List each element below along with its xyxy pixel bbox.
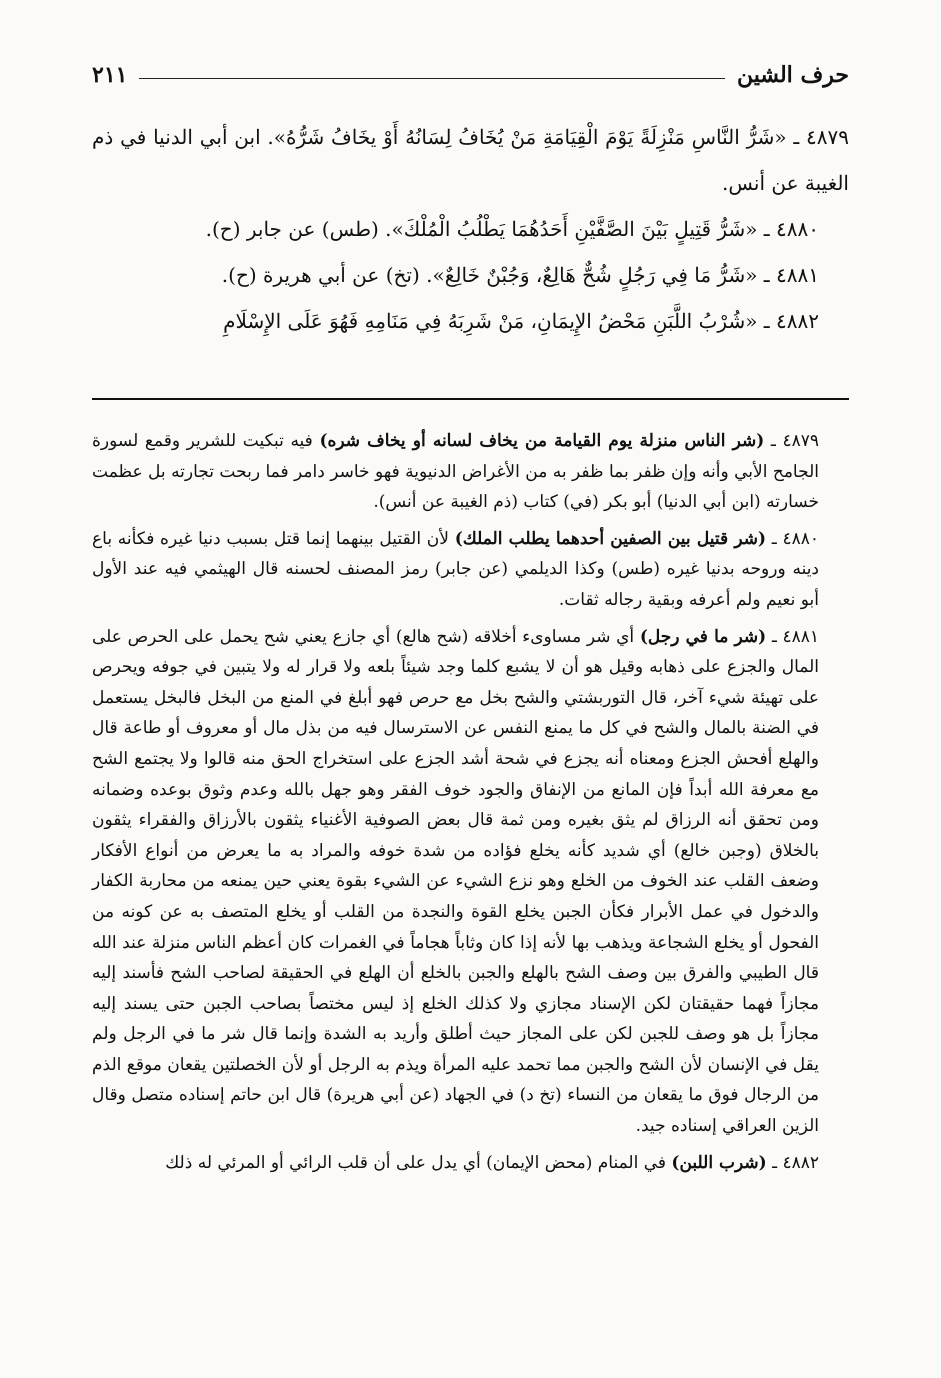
hadith-entry-4879: ٤٨٧٩ ـ «شَرُّ النَّاسِ مَنْزِلَةً يَوْمَ الْقِيَامَةِ مَنْ يُخَافُ لِسَانُهُ أَوْ يخَافُ شَرُّهُ». ابن أبي الدنيا في ذم الغيبة عن أنس. (92, 125, 849, 195)
entry-text: «شُرْبُ اللَّبَنِ مَحْضُ الإِيمَانِ، مَنْ شَرِبَهُ فِي مَنَامِهِ فَهُوَ عَلَى الإِسْلَامِ (223, 309, 758, 333)
note-text: في المنام (محض الإيمان) أي يدل على أن قلب الرائي أو المرئي له ذلك (165, 1152, 667, 1173)
entry-number: ٤٨٨٢ (776, 309, 819, 333)
note-text: فيه تبكيت للشرير وقمع لسورة الجامح الأبي وأنه وإن ظفر بما ظفر به من الأغراض الدنيوية فهو خاسر دامر فما ربحت تجارته بل عظمت خسارته (ابن أبي الدنيا) أبو بكر (في) كتاب (ذم الغيبة عن أنس). (92, 431, 819, 513)
page-header (92, 58, 849, 92)
note-quote: (شر قتيل بين الصفين أحدهما يطلب الملك) (454, 528, 767, 549)
entry-text: «شَرُّ مَا فِي رَجُلٍ شُحٌّ هَالِعٌ، وَجُبْنٌ خَالِعٌ». (تخ) عن أبي هريرة (ح). (221, 263, 758, 287)
note-quote: (شرب اللبن) (671, 1152, 767, 1173)
note-number: ٤٨٨٢ (782, 1152, 819, 1173)
note-text: أي شر مساوىء أخلاقه (شح هالع) أي جازع يعني شح يحمل على الحرص على المال والجزع على ذهابه وقيل هو أن لا يشبع كلما وجد شيئاً بلعه ولا قرار له ولا يتبين في جوفه ويحرص على تهيئة شيء آخر، قال التوربشتي والشح بخل مع حرص فهو أبلغ في المنع من البخل فالبخل يستعمل في الضنة بالمال والشح في كل ما يمنع النفس عن الاسترسال فيه من بذل مال أو معروف أو طاعة قال والهلع أفحش الجزع ومعناه أنه يجزع في شحة أشد الجزع على استخراج الحق منه قالوا ولا يجتمع الشح مع معرفة الله أبداً فإن المانع من الإنفاق والجود خوف الفقر وهو جهل بالله وعدم وثوق بوعده وضمانه ومن تحقق أنه الرزاق لم يثق بغيره ومن ثمة قال بعض الصوفية الأغنياء يثقون بالأرزاق والفقراء يثقون بالخلاق (وجبن خالع) أي شديد كأنه يخلع فؤاده من شدة خوفه والمراد به ما يعرض من أنواع الأفكار وضعف القلب عند الخوف من الخلع وهو نزع الشيء عن الشيء بقوة يعني حين يمنعه من محاربة الكفار والدخول في عمل الأبرار فكأن الجبن يخلع القوة والنجدة من القلب أو يخلع المتصف به عن كونه من الفحول أو يخلع الشجاعة ويذهب بها لأنه إذا كان وثاباً هجاماً في الغمرات كان أعظم الناس منزلة عند الله قال الطيبي والفرق بين وصف الشح بالهلع والجبن بالخلع أن الهلع في الحقيقة لصاحب الشح فأسند إليه مجازاً فهما حقيقتان لكن الإسناد مجازي ولا كذلك الخلع إذ ليس مختصاً بصاحب الجبن حتى يسند إليه مجازاً بل هو وصف للجبن لكن على المجاز حيث أطلق وأريد به الشدة وإنما قال شر ما في الرجل ولم يقل في الإنسان لأن الشح والجبن مما تحمد عليه المرأة ويذم به الرجل أو لأن الخصلتين يقعان موقع الذم من الرجال فوق ما يقعان من النساء (تخ د) في الجهاد (عن أبي هريرة) قال ابن حاتم إسناده متصل وقال الزين العراقي إسناده جيد. (92, 626, 820, 1137)
entry-text: «شَرُّ النَّاسِ مَنْزِلَةً يَوْمَ الْقِيَامَةِ مَنْ يُخَافُ لِسَانُهُ أَوْ يخَافُ شَرُّهُ». ابن أبي الدنيا في ذم الغيبة عن أنس. (92, 125, 849, 195)
hadith-entry-4881: ٤٨٨١ ـ «شَرُّ مَا فِي رَجُلٍ شُحٌّ هَالِعٌ، وَجُبْنٌ خَالِعٌ». (تخ) عن أبي هريرة (ح). (221, 263, 819, 287)
hadith-entry-4882: ٤٨٨٢ ـ «شُرْبُ اللَّبَنِ مَحْضُ الإِيمَانِ، مَنْ شَرِبَهُ فِي مَنَامِهِ فَهُوَ عَلَى الإِسْلَامِ (223, 309, 819, 333)
hadith-entry-4880: ٤٨٨٠ ـ «شَرُّ قَتِيلٍ بَيْنَ الصَّفَّيْنِ أَحَدُهُمَا يَطْلُبُ الْمُلْكَ». (طس) عن جابر (ح). (205, 217, 819, 241)
note-quote: (شر ما في رجل) (639, 626, 767, 647)
entry-number: ٤٨٨١ (776, 263, 819, 287)
note-4879: ٤٨٧٩ ـ (شر الناس منزلة يوم القيامة من يخاف لسانه أو يخاف شره) فيه تبكيت للشرير وقمع لسورة الجامح الأبي وأنه وإن ظفر بما ظفر به من الأغراض الدنيوية فهو خاسر دامر فما ربحت تجارته بل عظمت خسارته (ابن أبي الدنيا) أبو بكر (في) كتاب (ذم الغيبة عن أنس). (92, 431, 820, 513)
entry-number: ٤٨٨٠ (776, 217, 819, 241)
entry-number: ٤٨٧٩ (806, 125, 849, 149)
note-number: ٤٨٨٠ (782, 528, 820, 549)
chapter-title: حرف الشين (736, 62, 849, 88)
note-text: لأن القتيل بينهما إنما قتل بسبب دنيا غيره فكأنه باع دينه وروحه بدنيا غيره (طس) وكذا الديلمي (عن جابر) رمز المصنف لحسنه قال الهيثمي فيه عند الأول أبو نعيم ولم أعرفه وبقية رجاله ثقات. (92, 528, 819, 610)
commentary (92, 426, 849, 1184)
note-4882: ٤٨٨٢ ـ (شرب اللبن) في المنام (محض الإيمان) أي يدل على أن قلب الرائي أو المرئي له ذلك (165, 1152, 819, 1173)
note-number: ٤٨٨١ (782, 626, 820, 647)
entry-text: «شَرُّ قَتِيلٍ بَيْنَ الصَّفَّيْنِ أَحَدُهُمَا يَطْلُبُ الْمُلْكَ». (طس) عن جابر (ح). (205, 217, 758, 241)
footnote-divider (92, 398, 849, 400)
note-4881: ٤٨٨١ ـ (شر ما في رجل) أي شر مساوىء أخلاقه (شح هالع) أي جازع يعني شح يحمل على الحرص على المال والجزع على ذهابه وقيل هو أن لا يشبع كلما وجد شيئاً بلعه ولا قرار له ولا يتبين في جوفه ويحرص على تهيئة شيء آخر، قال التوربشتي والشح بخل مع حرص فهو أبلغ في المنع من البخل فالبخل يستعمل في الضنة بالمال والشح في كل ما يمنع النفس عن الاسترسال فيه من بذل مال أو معروف أو طاعة قال والهلع أفحش الجزع ومعناه أنه يجزع في شحة أشد الجزع على استخراج الحق منه قالوا ولا يجتمع الشح مع معرفة الله أبداً فإن المانع من الإنفاق والجود خوف الفقر وهو جهل بالله وعدم وثوق بوعده وضمانه ومن تحقق أنه الرزاق لم يثق بغيره ومن ثمة قال بعض الصوفية الأغنياء يثقون بالأرزاق والفقراء يثقون بالخلاق (وجبن خالع) أي شديد كأنه يخلع فؤاده من شدة خوفه والمراد به ما يعرض من أنواع الأفكار وضعف القلب عند الخوف من الخلع وهو نزع الشيء عن الشيء بقوة يعني حين يمنعه من محاربة الكفار والدخول في عمل الأبرار فكأن الجبن يخلع القوة والنجدة من القلب أو يخلع المتصف به عن كونه من الفحول أو يخلع الشجاعة ويذهب بها لأنه إذا كان وثاباً هجاماً في الغمرات كان أعظم الناس منزلة عند الله قال الطيبي والفرق بين وصف الشح بالهلع والجبن بالخلع أن الهلع في الحقيقة لصاحب الشح فأسند إليه مجازاً فهما حقيقتان لكن الإسناد مجازي ولا كذلك الخلع إذ ليس مختصاً بصاحب الجبن حتى يسند إليه مجازاً بل هو وصف للجبن لكن على المجاز حيث أطلق وأريد به الشدة وإنما قال شر ما في الرجل ولم يقل في الإنسان لأن الشح والجبن مما تحمد عليه المرأة ويذم به الرجل أو لأن الخصلتين يقعان موقع الذم من الرجال فوق ما يقعان من النساء (تخ د) في الجهاد (عن أبي هريرة) قال ابن حاتم إسناده متصل وقال الزين العراقي إسناده جيد. (92, 626, 820, 1137)
note-quote: (شر الناس منزلة يوم القيامة من يخاف لسانه أو يخاف شره) (319, 431, 765, 451)
note-number: ٤٨٧٩ (782, 431, 820, 451)
hadith-text (92, 114, 849, 344)
note-4880: ٤٨٨٠ ـ (شر قتيل بين الصفين أحدهما يطلب الملك) لأن القتيل بينهما إنما قتل بسبب دنيا غيره فكأنه باع دينه وروحه بدنيا غيره (طس) وكذا الديلمي (عن جابر) رمز المصنف لحسنه قال الهيثمي فيه عند الأول أبو نعيم ولم أعرفه وبقية رجاله ثقات. (92, 528, 820, 610)
header-rule (139, 78, 725, 79)
page-number: ٢١١ (92, 62, 128, 88)
